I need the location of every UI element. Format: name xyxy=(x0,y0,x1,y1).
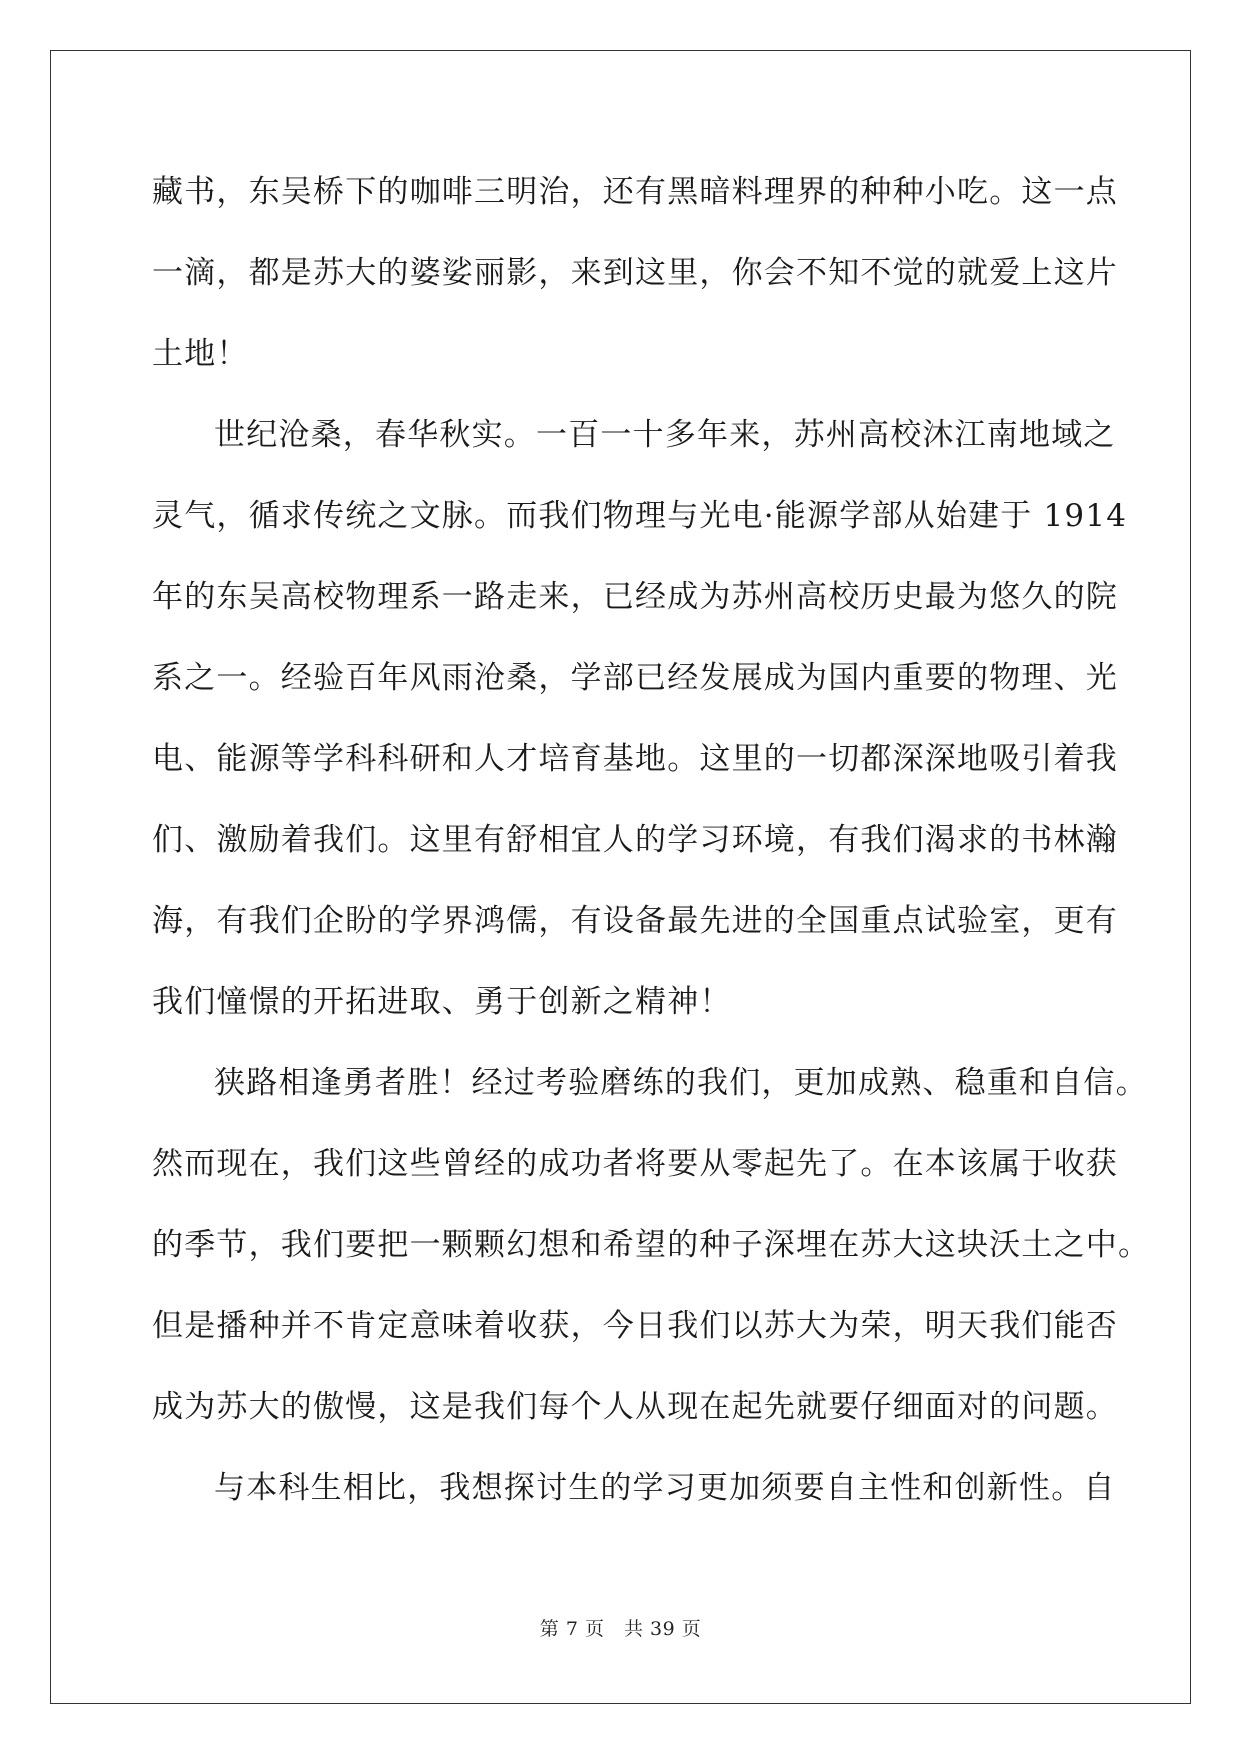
text-line-9: 们、激励着我们。这里有舒相宜人的学习环境，有我们渴求的书林瀚 xyxy=(152,822,1118,858)
body-text xyxy=(152,158,1151,1535)
text-line-15: 但是播种并不肯定意味着收获，今日我们以苏大为荣，明天我们能否 xyxy=(152,1308,1118,1344)
text-line-2: 一滴，都是苏大的婆娑丽影，来到这里，你会不知不觉的就爱上这片 xyxy=(152,255,1118,291)
text-line-14: 的季节，我们要把一颗颗幻想和希望的种子深埋在苏大这块沃土之中。 xyxy=(152,1227,1151,1263)
text-line-11: 我们憧憬的开拓进取、勇于创新之精神！ xyxy=(152,984,732,1020)
text-line-3: 土地！ xyxy=(152,336,249,372)
text-line-12: 狭路相逢勇者胜！经过考验磨练的我们，更加成熟、稳重和自信。 xyxy=(214,1065,1148,1101)
text-line-10: 海，有我们企盼的学界鸿儒，有设备最先进的全国重点试验室，更有 xyxy=(152,903,1118,939)
text-line-4: 世纪沧桑，春华秋实。一百一十多年来，苏州高校沐江南地域之 xyxy=(214,417,1116,453)
text-line-13: 然而现在，我们这些曾经的成功者将要从零起先了。在本该属于收获 xyxy=(152,1146,1118,1182)
text-line-6: 年的东吴高校物理系一路走来，已经成为苏州高校历史最为悠久的院 xyxy=(152,579,1118,615)
page-number-footer: 第 7 页 共 39 页 xyxy=(539,1618,702,1640)
text-line-16: 成为苏大的傲慢，这是我们每个人从现在起先就要仔细面对的问题。 xyxy=(152,1389,1118,1425)
text-line-17: 与本科生相比，我想探讨生的学习更加须要自主性和创新性。自 xyxy=(214,1470,1116,1506)
text-line-1: 藏书，东吴桥下的咖啡三明治，还有黑暗料理界的种种小吃。这一点 xyxy=(152,174,1118,210)
text-line-5: 灵气，循求传统之文脉。而我们物理与光电·能源学部从始建于 1914 xyxy=(152,498,1128,534)
text-line-8: 电、能源等学科科研和人才培育基地。这里的一切都深深地吸引着我 xyxy=(152,741,1118,777)
text-line-7: 系之一。经验百年风雨沧桑，学部已经发展成为国内重要的物理、光 xyxy=(152,660,1118,696)
